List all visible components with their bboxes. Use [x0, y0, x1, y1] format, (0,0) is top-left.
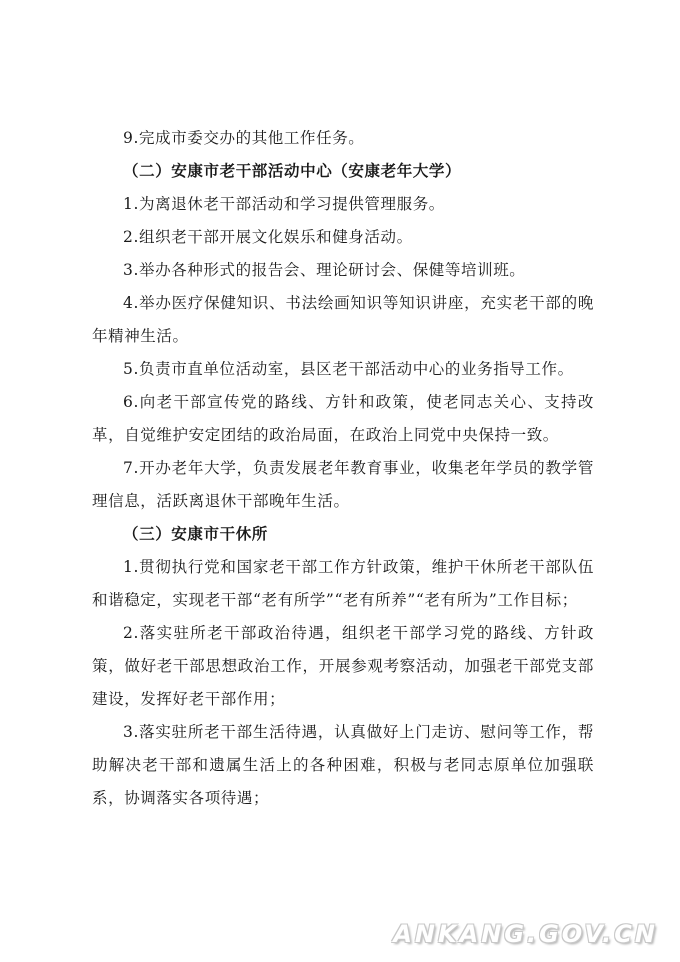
paragraph-item-3: 3.落实驻所老干部生活待遇，认真做好上门走访、慰问等工作，帮助解决老干部和遗属生活上的各种困难，积极与老同志原单位加强联系，协调落实各项待遇；: [92, 723, 594, 807]
paragraph-item-4: 4.举办医疗保健知识、书法绘画知识等知识讲座，充实老干部的晚年精神生活。: [92, 294, 594, 345]
paragraph-item-1: 1.为离退休老干部活动和学习提供管理服务。: [123, 195, 445, 213]
section-heading-retirement-home: （三）安康市干休所: [123, 525, 268, 543]
paragraph-item-9: 9.完成市委交办的其他工作任务。: [123, 129, 365, 147]
document-body: [92, 122, 594, 815]
paragraph-item-1: 1.贯彻执行党和国家老干部工作方针政策，维护干休所老干部队伍和谐稳定，实现老干部“老有所学”“老有所养”“老有所为”工作目标；: [92, 558, 594, 609]
paragraph-item-7: 7.开办老年大学，负责发展老年教育事业，收集老年学员的教学管理信息，活跃离退休干部晚年生活。: [92, 459, 594, 510]
paragraph-item-3: 3.举办各种形式的报告会、理论研讨会、保健等培训班。: [123, 261, 526, 279]
paragraph-item-2: 2.落实驻所老干部政治待遇，组织老干部学习党的路线、方针政策，做好老干部思想政治工作，开展参观考察活动，加强老干部党支部建设，发挥好老干部作用；: [92, 624, 594, 708]
paragraph-item-6: 6.向老干部宣传党的路线、方针和政策，使老同志关心、支持改革，自觉维护安定团结的政治局面，在政治上同党中央保持一致。: [92, 393, 594, 444]
section-heading-activity-center: （二）安康市老干部活动中心（安康老年大学）: [123, 162, 462, 180]
paragraph-item-2: 2.组织老干部开展文化娱乐和健身活动。: [123, 228, 413, 246]
paragraph-item-5: 5.负责市直单位活动室，县区老干部活动中心的业务指导工作。: [123, 360, 574, 378]
site-watermark: ANKANG.GOV.CN: [393, 920, 658, 948]
